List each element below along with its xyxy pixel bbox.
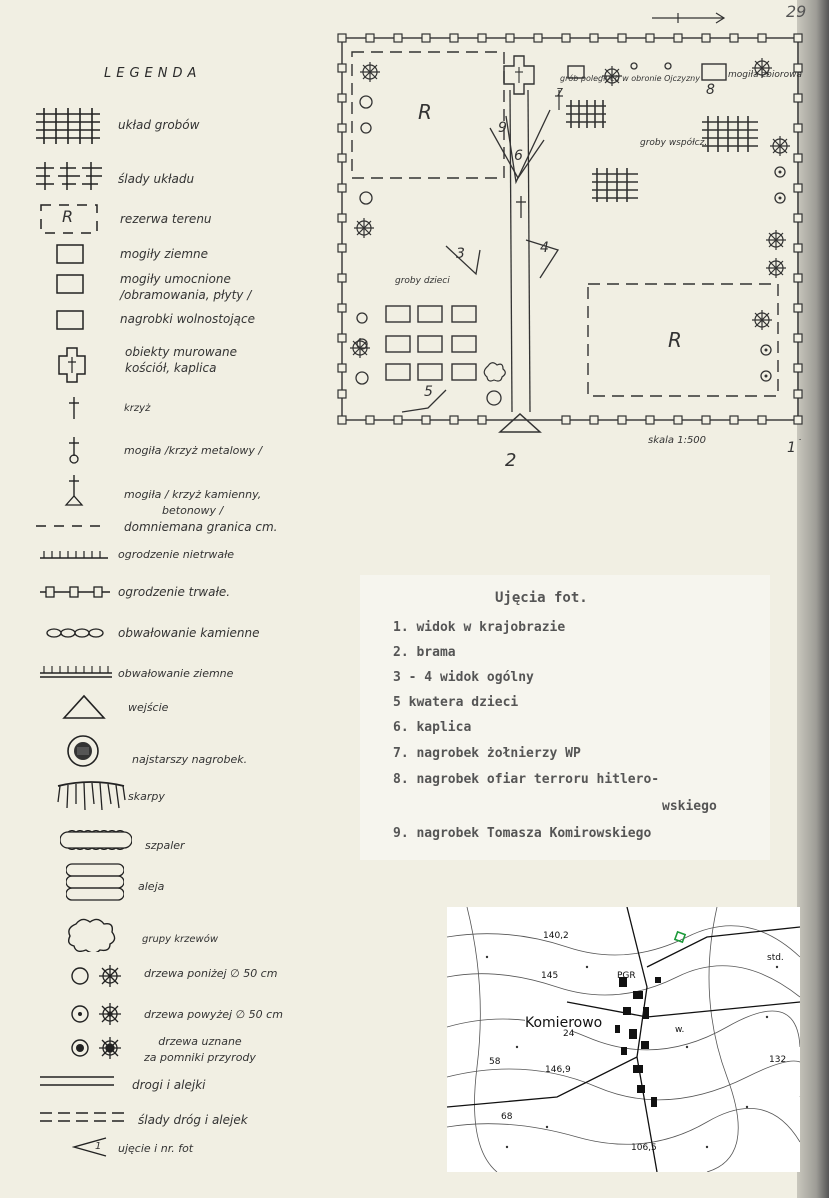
legend-label: rezerwa terenu	[120, 212, 212, 226]
plan-label-children-graves: groby dzieci	[395, 276, 450, 286]
map-label: 132	[769, 1055, 787, 1065]
map-label: PGR	[617, 971, 636, 981]
photo-number: 3	[456, 246, 465, 262]
tree-row-icon	[60, 830, 132, 850]
legend-label: ujęcie i nr. fot	[118, 1142, 194, 1155]
legend-label: drzewa powyżej ∅ 50 cm	[144, 1008, 283, 1021]
legend-label: mogiła /krzyż metalowy /	[124, 444, 263, 457]
legend-label: drzewa uznane za pomniki przyrody	[144, 1035, 256, 1064]
road-icon	[40, 1074, 114, 1088]
legend-label: szpaler	[145, 839, 185, 852]
shrub-group-icon	[68, 916, 118, 952]
north-arrow-icon	[648, 10, 728, 26]
photo-number: 5	[424, 384, 433, 400]
cross-icon	[66, 396, 82, 420]
map-label: 145	[541, 971, 559, 981]
photo-list-item: 6. kaplica	[393, 720, 472, 735]
photo-number: 8	[706, 82, 715, 98]
oldest-tombstone-icon	[66, 734, 100, 768]
photo-list-item: 9. nagrobek Tomasza Komirowskiego	[393, 826, 652, 841]
legend-label: drzewa poniżej ∅ 50 cm	[144, 967, 278, 980]
map-label: 106,5	[631, 1143, 657, 1153]
tree-monument-icon	[70, 1036, 124, 1060]
photo-list-item: 5 kwatera dzieci	[393, 695, 519, 710]
photo-list-item: 2. brama	[393, 645, 456, 660]
legend-label: mogiły ziemne	[120, 247, 209, 261]
road-traces-icon	[40, 1110, 130, 1124]
legend-label: drogi i alejki	[132, 1078, 206, 1092]
legend-label: ogrodzenie trwałe.	[118, 585, 231, 599]
photo-shot-symbol-number: 1	[95, 1141, 102, 1152]
photo-list-item: 7. nagrobek żołnierzy WP	[393, 746, 581, 761]
photo-list-item: 3 - 4 widok ogólny	[393, 670, 534, 685]
assumed-border-line-icon	[36, 522, 108, 530]
grave-grid-icon	[36, 108, 100, 144]
permanent-fence-icon	[40, 585, 110, 599]
stone-cross-icon	[62, 474, 86, 506]
legend-label: ślady dróg i alejek	[138, 1113, 248, 1127]
legend-label: obiekty murowane kościół, kaplica	[125, 345, 237, 375]
tree-small-icon	[70, 964, 124, 988]
map-label: 68	[501, 1112, 513, 1122]
map-label: 146,9	[545, 1065, 571, 1075]
tombstone-icon	[56, 310, 84, 332]
photo-number: 2	[505, 450, 517, 471]
location-map	[447, 907, 800, 1172]
legend-label: najstarszy nagrobek.	[132, 753, 248, 766]
photo-number: 7	[556, 86, 563, 99]
photo-list-item: wskiego	[662, 799, 717, 814]
legend-label: ogrodzenie nietrwałe	[118, 548, 235, 561]
reserve-area-label: R	[668, 328, 682, 352]
grave-traces-icon	[36, 160, 102, 192]
metal-cross-icon	[64, 436, 84, 464]
map-label: 140,2	[543, 931, 569, 941]
legend-label: układ grobów	[118, 118, 200, 132]
photo-number: 4	[540, 240, 549, 256]
legend-label: skarpy	[128, 790, 165, 803]
plan-drawing	[330, 28, 810, 440]
photo-number: 6	[514, 148, 523, 164]
legend-label: ślady układu	[118, 172, 195, 186]
photo-number: 9	[498, 120, 507, 136]
photo-list-item: 8. nagrobek ofiar terroru hitlero-	[393, 772, 660, 787]
legend-label: grupy krzewów	[142, 934, 219, 945]
legend-title: LEGENDA	[104, 66, 202, 81]
legend-label: mogiła / krzyż kamienny, betonowy /	[124, 488, 262, 517]
legend-label: krzyż	[124, 403, 151, 414]
map-town-label: Komierowo	[525, 1015, 603, 1031]
photo-shot-icon	[72, 1136, 108, 1158]
entrance-triangle-icon	[62, 694, 106, 720]
plan-label-soldiers-grave: grób poległych w obronie Ojczyzny	[560, 74, 700, 83]
plan-scale: skala 1:500	[648, 435, 707, 446]
photo-list-panel	[360, 575, 770, 860]
legend-label: wejście	[128, 701, 169, 714]
stone-embankment-icon	[46, 626, 106, 640]
tree-large-icon	[70, 1002, 124, 1026]
map-drawing	[447, 907, 800, 1172]
cemetery-location-marker-icon	[675, 932, 685, 942]
legend-label: obwałowanie kamienne	[118, 626, 260, 640]
page-number: 29	[786, 2, 807, 21]
slope-icon	[56, 780, 126, 816]
legend-label: domniemana granica cm.	[124, 520, 278, 534]
alley-icon	[66, 862, 124, 902]
earth-embankment-icon	[40, 664, 112, 680]
reserve-symbol-letter: R	[62, 207, 74, 226]
earth-grave-icon	[56, 244, 84, 266]
photo-number: 1	[787, 440, 796, 456]
legend-label: aleja	[138, 880, 165, 893]
legend-label: obwałowanie ziemne	[118, 667, 234, 680]
map-label: 24	[563, 1029, 575, 1039]
plan-label-mass-grave: mogiła zbiorowa	[728, 70, 802, 80]
chapel-icon	[58, 347, 86, 383]
legend-label: mogiły umocnione /obramowania, płyty /	[120, 272, 252, 302]
temporary-fence-icon	[40, 546, 108, 560]
reinforced-grave-icon	[56, 274, 84, 296]
map-label: std.	[767, 953, 784, 963]
photo-list-item: 1. widok w krajobrazie	[393, 620, 566, 635]
reserve-area-label: R	[418, 100, 432, 124]
map-label: w.	[675, 1025, 685, 1035]
plan-label-contemporary-graves: groby współcz.	[640, 138, 708, 148]
legend-label: nagrobki wolnostojące	[120, 312, 255, 326]
photo-list-title: Ujęcia fot.	[495, 590, 588, 606]
map-label: 58	[489, 1057, 501, 1067]
